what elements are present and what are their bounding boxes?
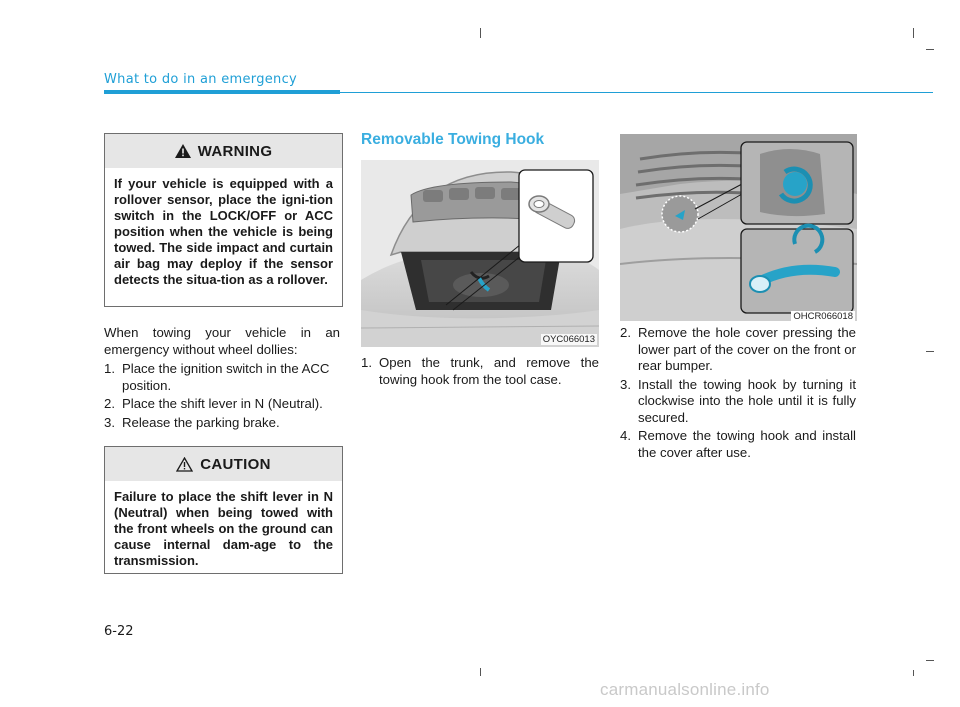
list-item: 2. Remove the hole cover pressing the lower part of the cover on the front or rear bumper. (620, 325, 856, 373)
crop-mark (913, 28, 914, 38)
figure-code: OYC066013 (542, 334, 595, 345)
header-rule-accent (104, 90, 340, 94)
crop-mark (480, 668, 481, 676)
watermark: carmanualsonline.info (600, 680, 770, 699)
page-number: 6-22 (104, 624, 134, 639)
warning-triangle-icon (175, 144, 191, 158)
warning-box (104, 133, 343, 307)
towing-steps (104, 361, 340, 431)
crop-mark (480, 28, 481, 38)
caution-heading (105, 447, 342, 481)
header-rule (340, 92, 933, 93)
bumper-hook-illustration (620, 134, 857, 321)
caution-box (104, 446, 343, 574)
removable-towing-hook-title: Removable Towing Hook (361, 131, 545, 148)
warning-label: WARNING (197, 142, 273, 160)
section-header-title: What to do in an emergency (104, 72, 298, 87)
bumper-figure (620, 134, 857, 321)
hook-install-instructions (620, 325, 856, 463)
towing-instructions (104, 325, 340, 433)
trunk-instructions (361, 355, 599, 390)
figure-code: OHCR066018 (793, 311, 853, 321)
crop-mark (926, 351, 934, 352)
towing-intro: When towing your vehicle in an emergency without wheel dollies: (104, 325, 340, 357)
hook-install-steps (620, 325, 856, 461)
trunk-figure (361, 160, 599, 347)
open-trunk-illustration (361, 160, 599, 347)
caution-text: Failure to place the shift lever in N (Neutral) when being towed with the front wheels on the ground can cause internal dam-age to the transmission. (114, 489, 333, 568)
list-item: 4. Remove the towing hook and install the cover after use. (620, 428, 856, 460)
crop-mark (926, 49, 934, 50)
trunk-steps (361, 355, 599, 388)
warning-heading (105, 134, 342, 168)
caution-triangle-icon (176, 457, 193, 472)
crop-mark (913, 670, 914, 676)
list-item: 1. Open the trunk, and remove the towing hook from the tool case. (361, 355, 599, 387)
warning-text: If your vehicle is equipped with a rollover sensor, place the igni-tion switch in the LOCK/OFF or ACC position when the vehicle is being towed. The side impact and curtain air bag may deploy if the sensor detects the situa-tion as a rollover. (114, 176, 333, 287)
list-item: 1. Place the ignition switch in the ACC position. (104, 361, 330, 393)
list-item: 3. Release the parking brake. (104, 414, 280, 430)
crop-mark (926, 660, 934, 661)
list-item: 2. Place the shift lever in N (Neutral). (104, 396, 323, 411)
list-item: 3. Install the towing hook by turning it clockwise into the hole until it is fully secured. (620, 376, 856, 425)
caution-label: CAUTION (200, 455, 271, 473)
